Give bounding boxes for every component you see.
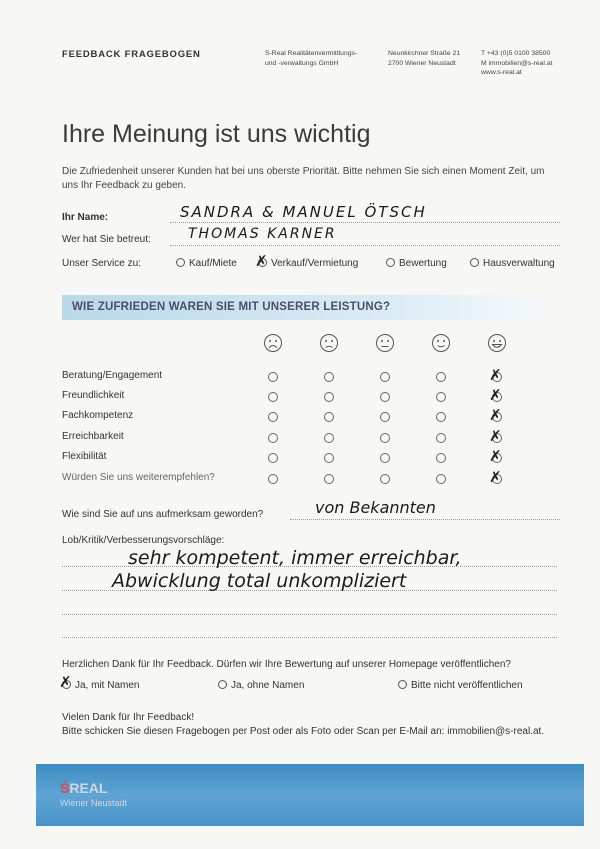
service-label: Unser Service zu: <box>62 258 141 269</box>
contact-web: www.s-real.at <box>481 69 522 76</box>
service-option-label: Kauf/Miete <box>189 258 237 269</box>
thanks-instructions: Bitte schicken Sie diesen Fragebogen per Post oder als Foto oder Scan per E-Mail an: immobilien@s-real.at. <box>62 726 545 737</box>
rating-row-label: Freundlichkeit <box>62 390 125 401</box>
feedback-text-line-1[interactable]: sehr kompetent, immer erreichbar, <box>128 547 462 569</box>
rating-radio[interactable] <box>380 412 390 422</box>
rating-radio[interactable] <box>436 433 446 443</box>
rating-section-banner <box>62 295 540 320</box>
rating-radio[interactable] <box>436 412 446 422</box>
rating-radio[interactable] <box>436 453 446 463</box>
name-line <box>170 222 560 223</box>
rating-row-label: Würden Sie uns weiterempfehlen? <box>62 472 215 483</box>
advisor-field[interactable]: THOMAS KARNER <box>188 226 337 242</box>
feedback-label: Lob/Kritik/Verbesserungsvorschläge: <box>62 535 225 546</box>
unhappy-face-icon <box>319 333 339 353</box>
rating-radio[interactable] <box>380 474 390 484</box>
company-line-1: S-Real Realitätenvermittlungs- <box>265 50 358 57</box>
check-mark-icon: ✗ <box>489 427 502 445</box>
consent-option-do-not-publish[interactable] <box>398 680 523 691</box>
service-option-verkauf-vermietung[interactable] <box>258 258 358 269</box>
source-label: Wie sind Sie auf uns aufmerksam geworden? <box>62 509 264 520</box>
thanks-heading: Vielen Dank für Ihr Feedback! <box>62 712 195 723</box>
rating-radio[interactable] <box>268 412 278 422</box>
contact-phone: T +43 (0)5 0100 38500 <box>481 50 551 57</box>
radio-circle <box>386 258 395 267</box>
check-mark-icon: ✗ <box>255 252 268 270</box>
s-real-logo <box>60 780 127 808</box>
rating-radio[interactable] <box>268 453 278 463</box>
rating-radio[interactable] <box>324 392 334 402</box>
feedback-text-line-2[interactable]: Abwicklung total unkompliziert <box>112 570 407 592</box>
source-field[interactable]: von Bekannten <box>315 498 436 517</box>
feedback-line-4 <box>62 637 557 638</box>
neutral-face-icon <box>375 333 395 353</box>
check-mark-icon: ✗ <box>489 366 502 384</box>
advisor-label: Wer hat Sie betreut: <box>62 234 151 245</box>
rating-radio[interactable] <box>324 412 334 422</box>
rating-radio[interactable] <box>380 372 390 382</box>
check-mark-icon: ✗ <box>489 406 502 424</box>
rating-row-label: Fachkompetenz <box>62 410 134 421</box>
radio-circle <box>398 680 407 689</box>
rating-row-label: Erreichbarkeit <box>62 431 124 442</box>
company-name <box>265 49 357 68</box>
service-option-kauf-miete[interactable] <box>176 258 237 269</box>
rating-radio[interactable] <box>436 372 446 382</box>
happy-face-icon <box>431 333 451 353</box>
check-mark-icon: ✗ <box>489 386 502 404</box>
source-line <box>290 519 560 520</box>
intro-text: Die Zufriedenheit unserer Kunden hat bei uns oberste Priorität. Bitte nehmen Sie sich einen Moment Zeit, um uns Ihr Feedback zu geben. <box>62 166 545 191</box>
rating-radio[interactable] <box>268 433 278 443</box>
logo-brand: REAL <box>69 780 108 796</box>
rating-radio[interactable] <box>380 453 390 463</box>
consent-option-label: Bitte nicht veröffentlichen <box>411 680 523 691</box>
radio-circle <box>176 258 185 267</box>
name-label: Ihr Name: <box>62 212 109 223</box>
company-address <box>388 49 460 68</box>
company-line-2: und -verwaltungs GmbH <box>265 59 339 67</box>
page-title: Ihre Meinung ist uns wichtig <box>62 120 371 148</box>
rating-radio[interactable] <box>436 392 446 402</box>
very-happy-face-icon <box>487 333 507 353</box>
check-mark-icon: ✗ <box>59 673 72 691</box>
service-option-label: Verkauf/Vermietung <box>271 258 359 269</box>
rating-radio[interactable] <box>380 433 390 443</box>
radio-circle <box>218 680 227 689</box>
rating-radio[interactable] <box>436 474 446 484</box>
address-line-2: 2700 Wiener Neustadt <box>388 59 456 67</box>
address-line-1: Neunkirchner Straße 21 <box>388 50 461 57</box>
rating-banner-text: WIE ZUFRIEDEN WAREN SIE MIT UNSERER LEISTUNG? <box>72 301 391 313</box>
check-mark-icon: ✗ <box>489 447 502 465</box>
logo-subtitle: Wiener Neustadt <box>60 798 128 808</box>
rating-radio[interactable] <box>268 392 278 402</box>
consent-option-label: Ja, ohne Namen <box>231 680 305 691</box>
service-option-label: Bewertung <box>399 258 447 269</box>
rating-radio[interactable] <box>380 392 390 402</box>
rating-radio[interactable] <box>324 372 334 382</box>
form-header-title: FEEDBACK FRAGEBOGEN <box>62 49 201 60</box>
company-contact <box>481 49 553 78</box>
service-option-hausverwaltung[interactable] <box>470 258 555 269</box>
consent-option-with-name[interactable] <box>62 680 139 691</box>
radio-circle <box>470 258 479 267</box>
rating-radio[interactable] <box>324 433 334 443</box>
consent-question: Herzlichen Dank für Ihr Feedback. Dürfen wir Ihre Bewertung auf unserer Homepage veröffentlichen? <box>62 659 511 670</box>
rating-row-label: Beratung/Engagement <box>62 370 163 381</box>
contact-mail: M immobilien@s-real.at <box>481 59 553 67</box>
advisor-line <box>170 245 560 246</box>
rating-radio[interactable] <box>324 453 334 463</box>
rating-radio[interactable] <box>324 474 334 484</box>
consent-option-label: Ja, mit Namen <box>75 680 140 691</box>
logo-mark: Ś <box>60 780 70 796</box>
feedback-line-3 <box>62 614 557 615</box>
very-unhappy-face-icon <box>263 333 283 353</box>
service-option-label: Hausverwaltung <box>483 258 555 269</box>
rating-row-label: Flexibilität <box>62 451 107 462</box>
service-option-bewertung[interactable] <box>386 258 447 269</box>
check-mark-icon: ✗ <box>489 468 502 486</box>
rating-radio[interactable] <box>268 372 278 382</box>
rating-radio[interactable] <box>268 474 278 484</box>
consent-option-without-name[interactable] <box>218 680 304 691</box>
name-field[interactable]: SANDRA & MANUEL ÖTSCH <box>180 203 427 221</box>
